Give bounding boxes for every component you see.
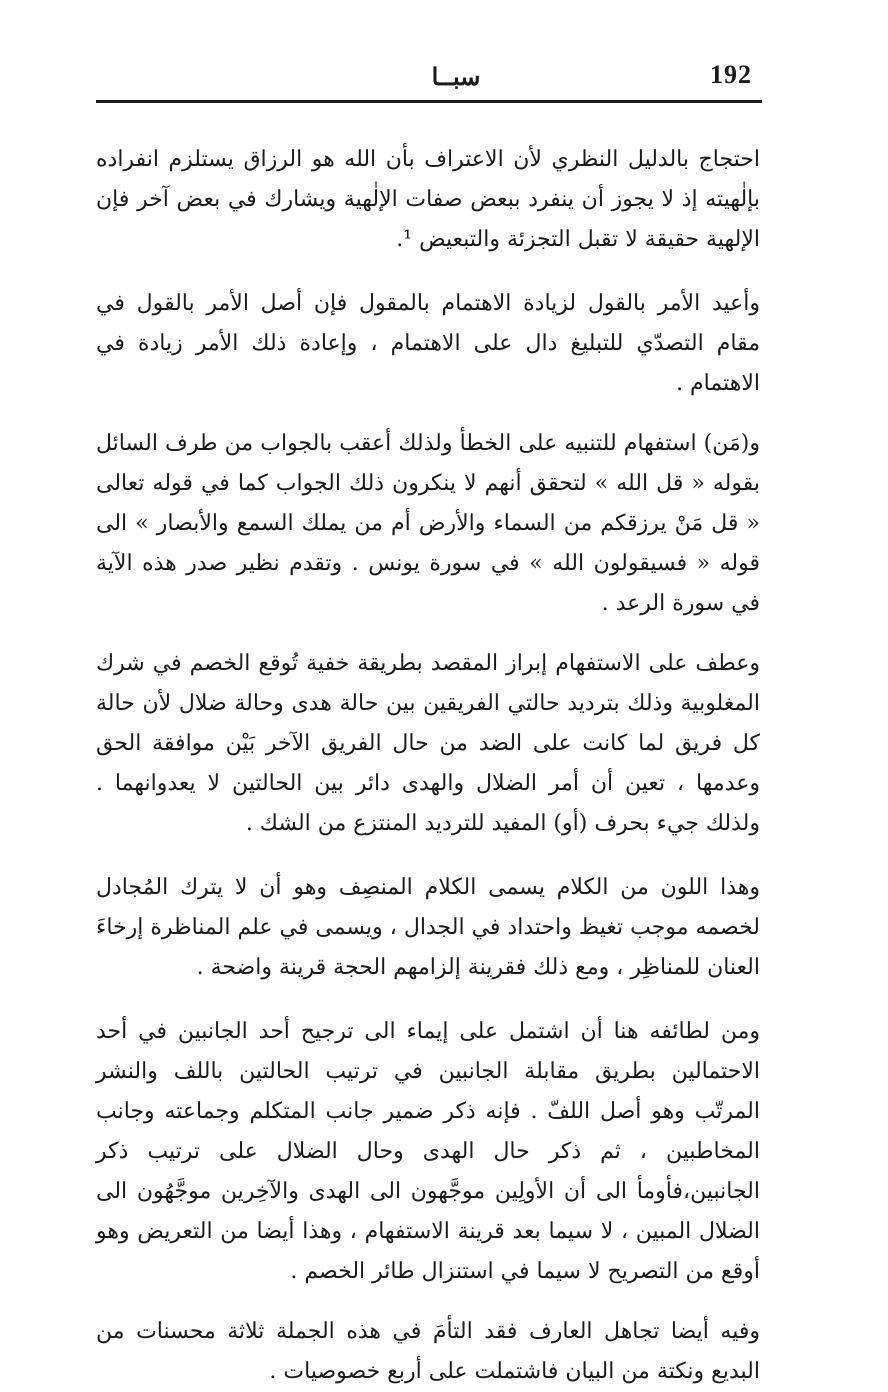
header-rule bbox=[96, 100, 762, 103]
body-text bbox=[96, 140, 760, 1392]
paragraph-7: وفيه أيضا تجاهل العارف فقد التأمَ في هذه الجملة ثلاثة محسنات من البديع ونكتة من البيان فاشتملت على أربع خصوصيات . bbox=[96, 1319, 760, 1384]
paragraph-5: وهذا اللون من الكلام يسمى الكلام المنصِف وهو أن لا يترك المُجادل لخصمه موجب تغيظ واحتداد في الجدال ، ويسمى في علم المناظرة إرخاءَ العنان للمناظِر ، ومع ذلك فقرينة إلزامهم الحجة قرينة واضحة . bbox=[96, 875, 760, 980]
paragraph-2: وأعيد الأمر بالقول لزيادة الاهتمام بالمقول فإن أصل الأمر بالقول في مقام التصدّي للتبليغ دال على الاهتمام ، وإعادة ذلك الأمر زيادة في الاهتمام . bbox=[96, 291, 760, 396]
paragraph-1: احتجاج بالدليل النظري لأن الاعتراف بأن الله هو الرزاق يستلزم انفراده بإلٰهيته إذ لا يجوز أن ينفرد ببعض صفات الإلٰهية ويشارك في بعض آخر فإن الإلهية حقيقة لا تقبل التجزئة والتبعيض ¹. bbox=[96, 147, 760, 252]
paragraph-3: و(مَن) استفهام للتنبيه على الخطأ ولذلك أعقب بالجواب من طرف السائل بقوله « قل الله » لتحقق أنهم لا ينكرون ذلك الجواب كما في قوله تعالى « قل مَنْ يرزقكم من السماء والأرض أم من يملك السمع والأبصار » الى قوله « فسيقولون الله » في سورة يونس . وتقدم نظير صدر هذه الآية في سورة الرعد . bbox=[96, 431, 760, 616]
page-number: 192 bbox=[710, 60, 752, 89]
paragraph-4: وعطف على الاستفهام إبراز المقصد بطريقة خفية تُوقع الخصم في شرك المغلوبية وذلك بترديد حالتي الفريقين بين حالة هدى وحالة ضلال لأن حالة كل فريق لما كانت على الضد من حال الفريق الآخر بَيْن موافقة الحق وعدمها ، تعين أن أمر الضلال والهدى دائر بين الحالتين لا يعدوانهما . ولذلك جيء بحرف (أو) المفيد للترديد المنتزع من الشك . bbox=[96, 651, 760, 836]
paragraph-6: ومن لطائفه هنا أن اشتمل على إيماء الى ترجيح أحد الجانبين في أحد الاحتمالين بطريق مقابلة الجانبين في ترتيب الحالتين باللف والنشر المرتّب وهو أصل اللفّ . فإنه ذكر ضمير جانب المتكلم وجماعته وجانب المخاطبين ، ثم ذكر حال الهدى وحال الضلال على ترتيب ذكر الجانبين،فأومأ الى أن الأولِين موجَّهون الى الهدى والآخِرين موجَّهُون الى الضلال المبين ، لا سيما بعد قرينة الاستفهام ، وهذا أيضا من التعريض وهو أوقع من التصريح لا سيما في استنزال طائر الخصم . bbox=[96, 1019, 760, 1284]
page-header bbox=[96, 60, 760, 100]
running-title: سبــا bbox=[431, 62, 481, 91]
